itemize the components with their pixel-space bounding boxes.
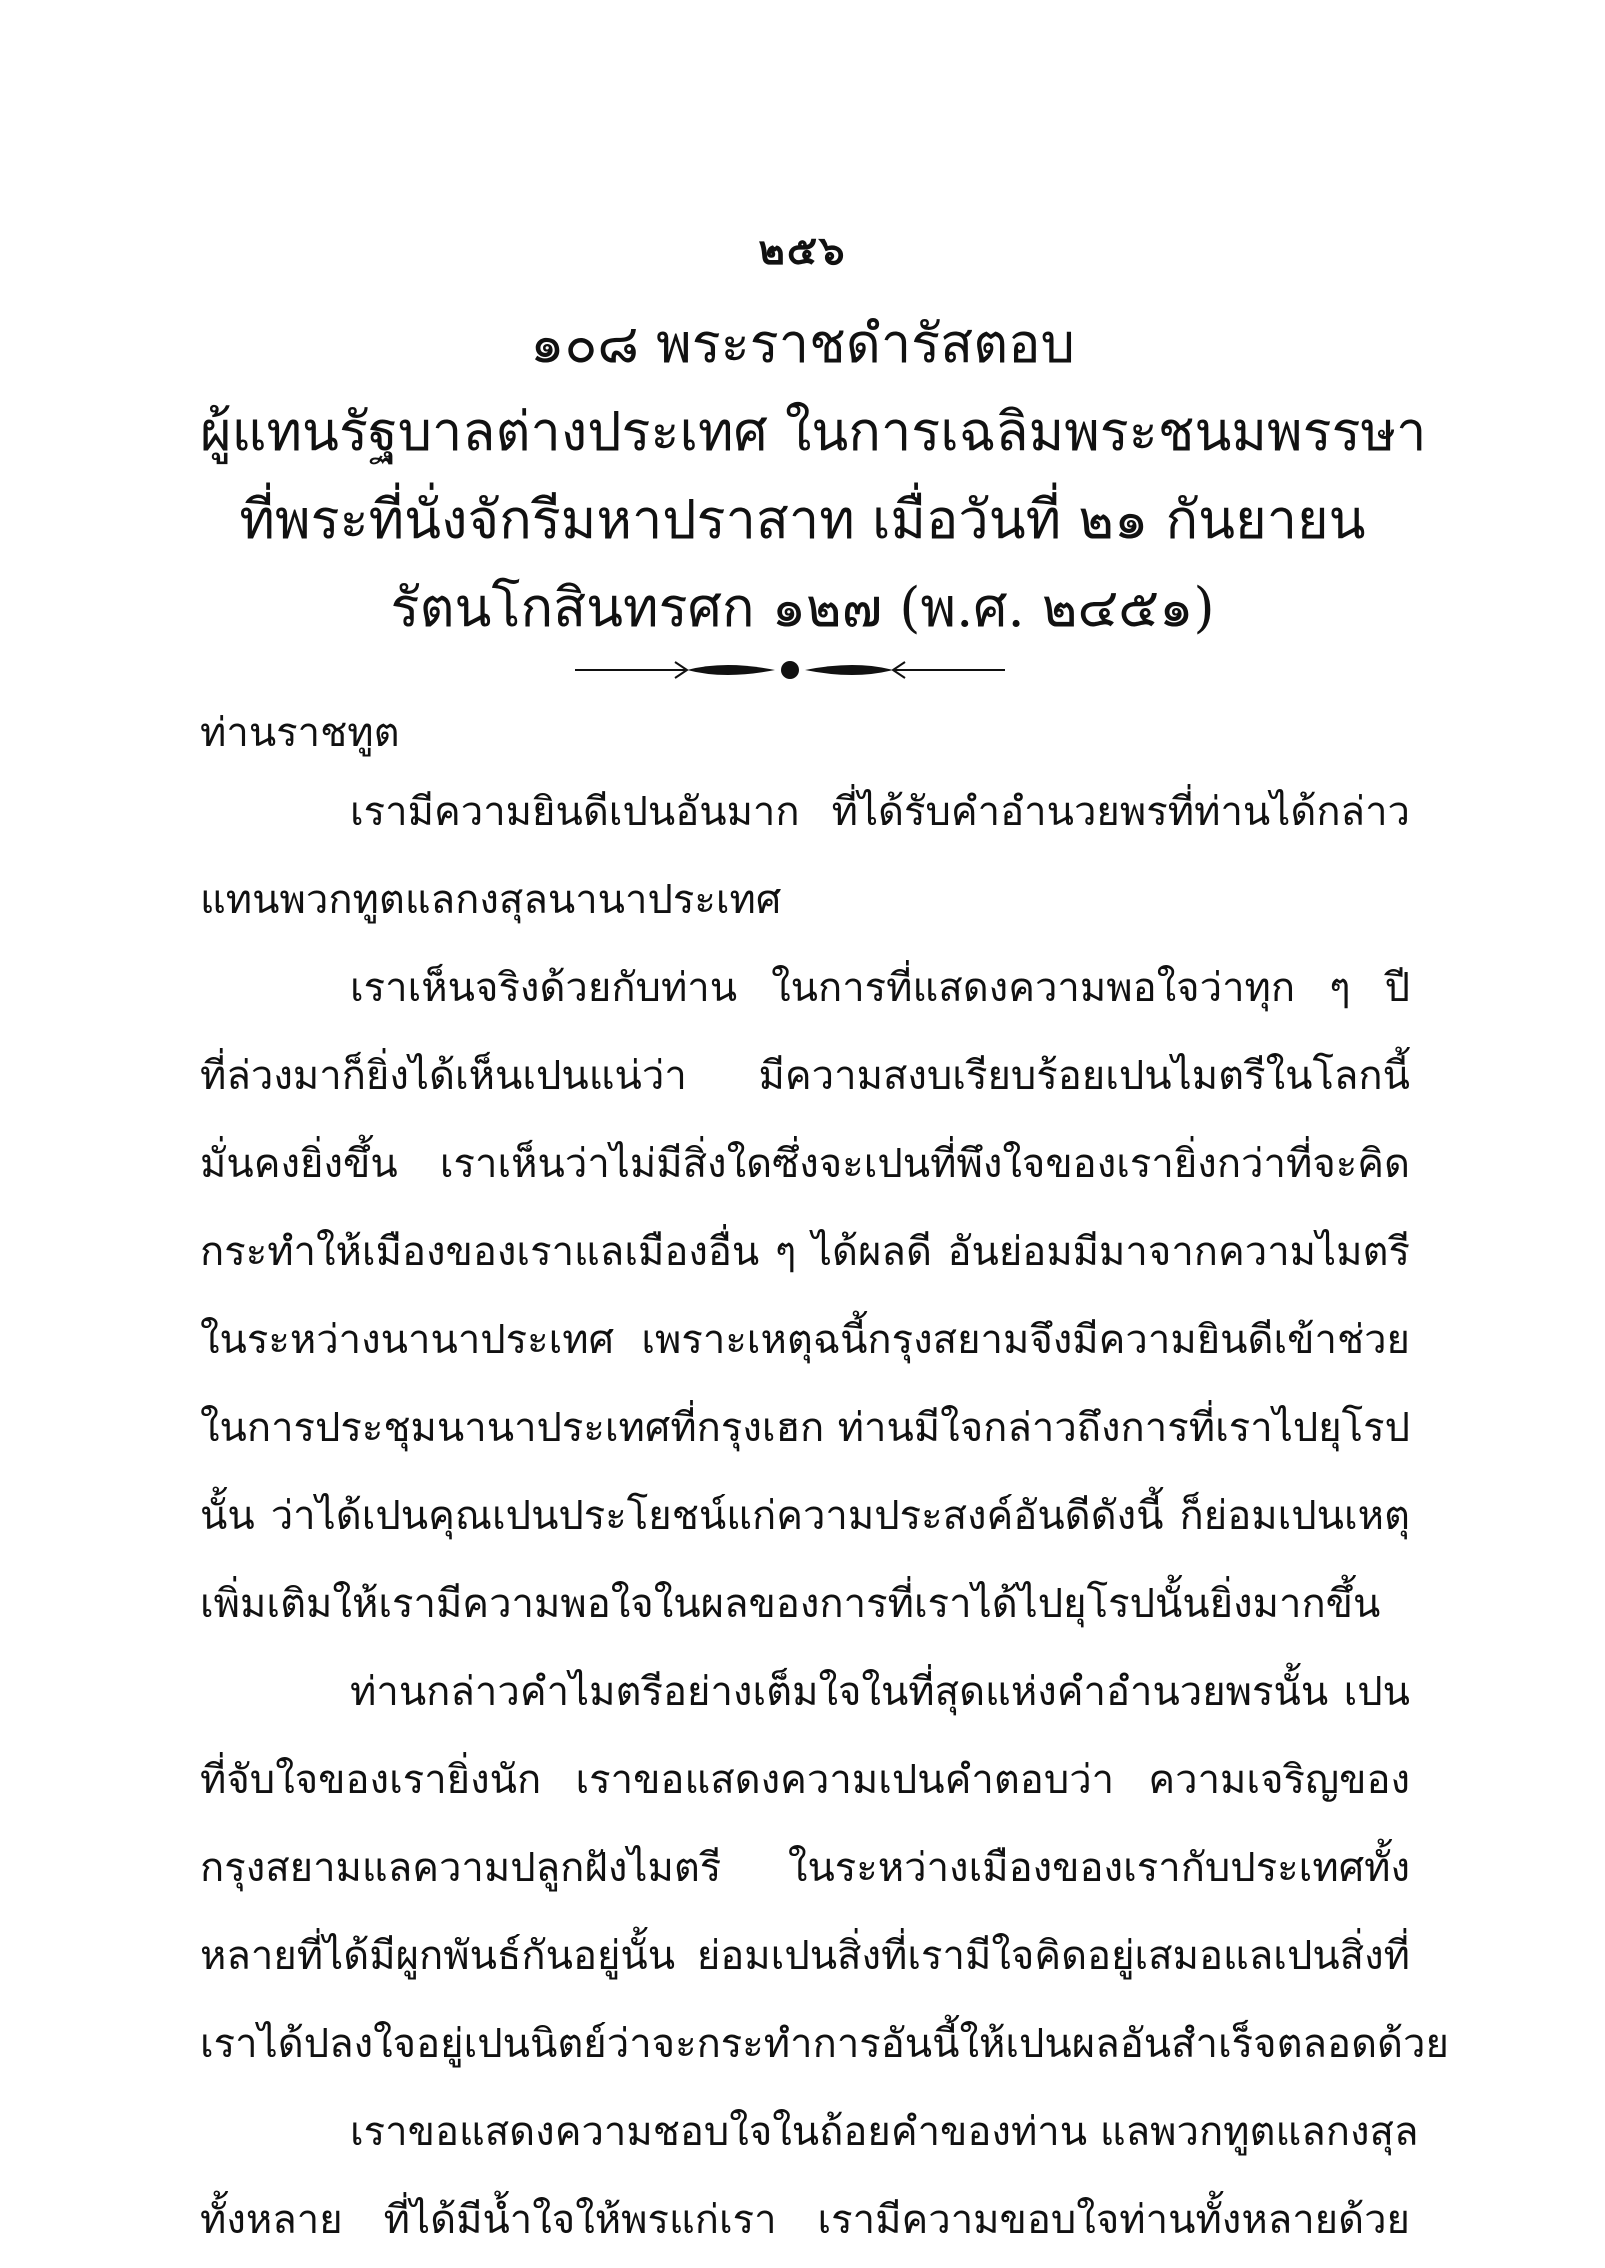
title-line: ๑๐๘ พระราชดำรัสตอบ (530, 312, 1075, 375)
body-line: เราขอแสดงความชอบใจในถ้อยคำของท่าน แลพวกทูตแลกงสุล (350, 2109, 1419, 2155)
page-number: ๒๕๖ (758, 227, 847, 274)
body-line: เราได้ปลงใจอยู่เปนนิตย์ว่าจะกระทำการอันนี้ให้เปนผลอันสำเร็จตลอดด้วย (200, 2021, 1449, 2067)
body-line: แทนพวกทูตแลกงสุลนานาประเทศ (200, 877, 782, 923)
body-line: ที่ล่วงมาก็ยิ่งได้เห็นเปนแน่ว่า มีความสงบเรียบร้อยเปนไมตรีในโลกนี้ (200, 1053, 1410, 1099)
body-line: มั่นคงยิ่งขึ้น เราเห็นว่าไม่มีสิ่งใดซึ่งจะเปนที่พึงใจของเรายิ่งกว่าที่จะคิด (200, 1141, 1410, 1187)
body-text (200, 768, 1449, 2264)
title-line: ที่พระที่นั่งจักรีมหาปราสาท เมื่อวันที่ ๒๑ กันยายน (239, 488, 1366, 551)
body-line: เราเห็นจริงด้วยกับท่าน ในการที่แสดงความพอใจว่าทุก ๆ ปี (350, 965, 1410, 1011)
title-line: รัตนโกสินทรศก ๑๒๗ (พ.ศ. ๒๔๕๑) (390, 576, 1215, 639)
salutation: ท่านราชทูต (200, 710, 400, 756)
body-line: ที่จับใจของเรายิ่งนัก เราขอแสดงความเปนคำตอบว่า ความเจริญของ (200, 1757, 1410, 1803)
body-line: นั้น ว่าได้เปนคุณเปนประโยชน์แก่ความประสงค์อันดีดังนี้ ก็ย่อมเปนเหตุ (200, 1493, 1410, 1539)
body-line: กระทำให้เมืองของเราแลเมืองอื่น ๆ ได้ผลดี อันย่อมมีมาจากความไมตรี (200, 1229, 1410, 1275)
body-line: ในระหว่างนานาประเทศ เพราะเหตุฉนี้กรุงสยามจึงมีความยินดีเข้าช่วย (200, 1317, 1410, 1363)
document-title (200, 300, 1427, 652)
body-line: ท่านกล่าวคำไมตรีอย่างเต็มใจในที่สุดแห่งคำอำนวยพรนั้น เปน (350, 1669, 1410, 1715)
body-line: เพิ่มเติมให้เรามีความพอใจในผลของการที่เราได้ไปยุโรปนั้นยิ่งมากขึ้น (200, 1581, 1381, 1627)
body-line: ในการประชุมนานาประเทศที่กรุงเฮก ท่านมีใจกล่าวถึงการที่เราไปยุโรป (200, 1405, 1410, 1451)
title-line: ผู้แทนรัฐบาลต่างประเทศ ในการเฉลิมพระชนมพรรษา (200, 400, 1427, 463)
body-line: กรุงสยามแลความปลูกฝังไมตรี ในระหว่างเมืองของเรากับประเทศทั้ง (200, 1845, 1410, 1891)
body-line: ทั้งหลาย ที่ได้มีน้ำใจให้พรแก่เรา เรามีความขอบใจท่านทั้งหลายด้วย (200, 2197, 1410, 2243)
body-line: เรามีความยินดีเปนอันมาก ที่ได้รับคำอำนวยพรที่ท่านได้กล่าว (350, 789, 1410, 835)
ornamental-divider-icon (575, 652, 1005, 688)
body-line: หลายที่ได้มีผูกพันธ์กันอยู่นั้น ย่อมเปนสิ่งที่เรามีใจคิดอยู่เสมอแลเปนสิ่งที่ (200, 1933, 1410, 1979)
